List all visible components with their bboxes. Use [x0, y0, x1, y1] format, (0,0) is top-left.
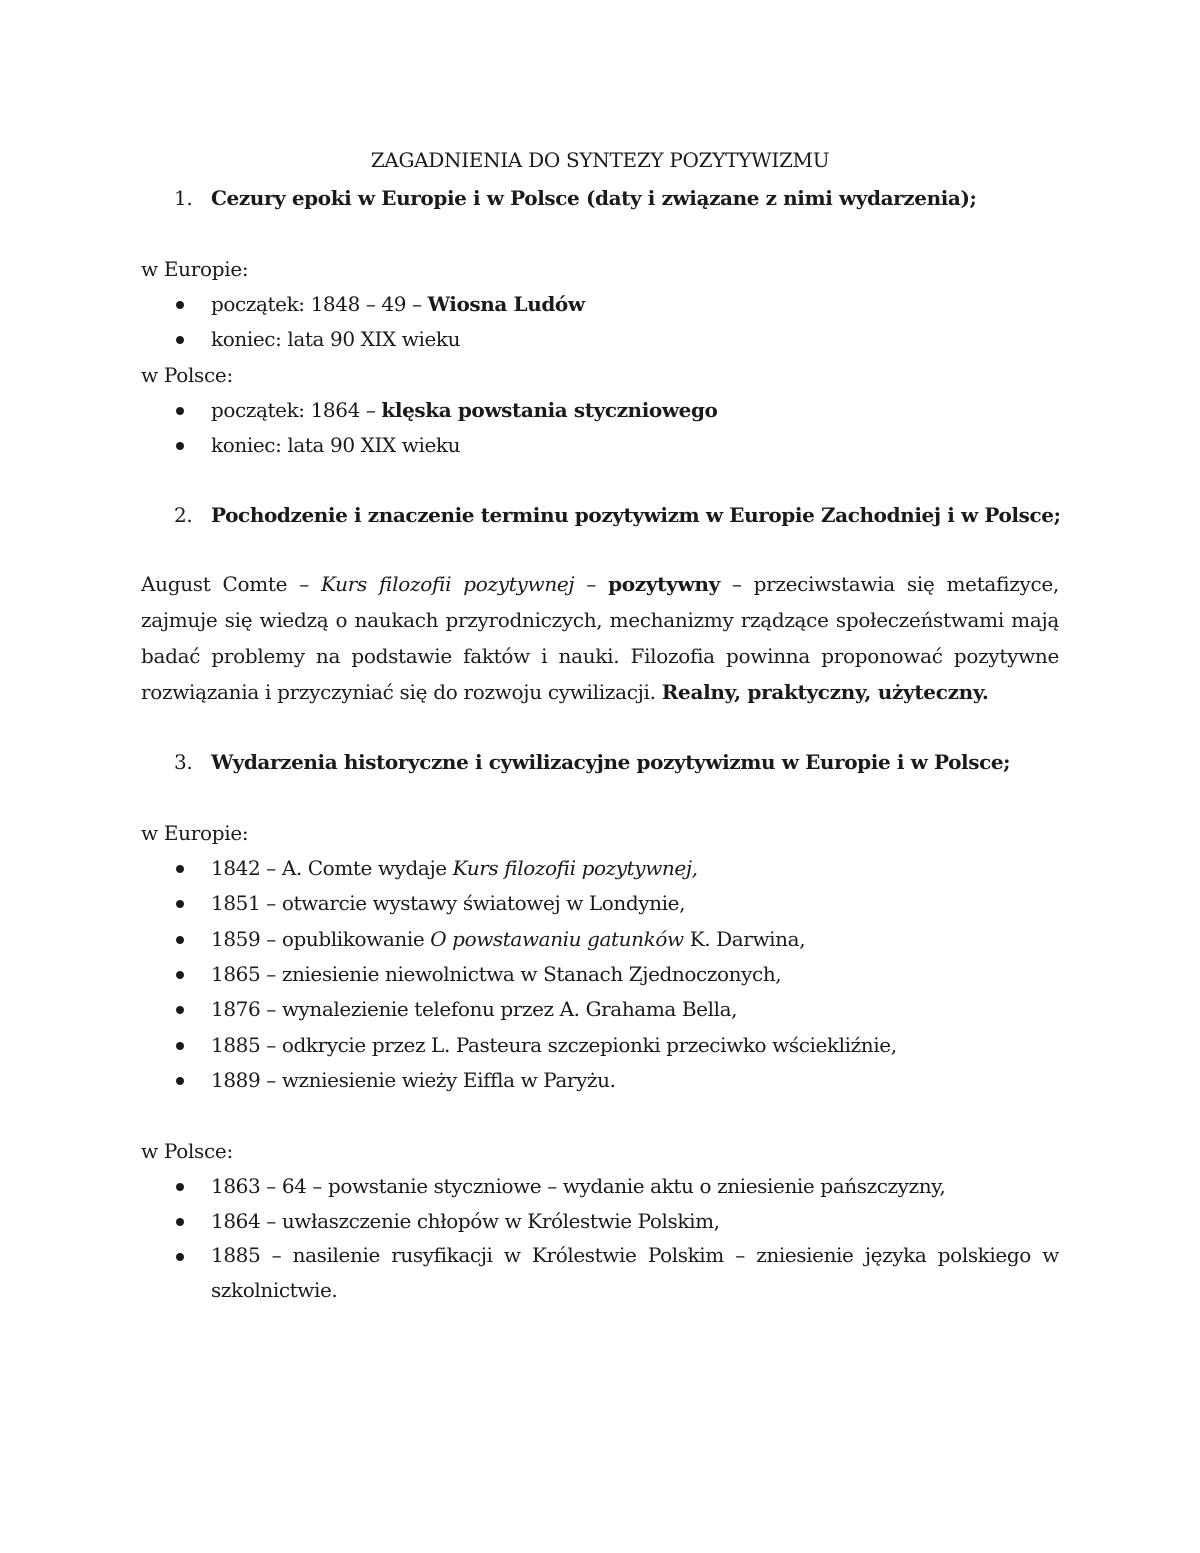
bullet-icon [176, 1077, 184, 1085]
section-title: Pochodzenie i znaczenie terminu pozytywizm w Europie Zachodniej i w Polsce; [211, 503, 1061, 527]
bullet-icon [176, 1183, 184, 1191]
bullet-icon [176, 1218, 184, 1226]
section-number: 3. [174, 750, 193, 774]
europe-label: w Europie: [141, 257, 249, 281]
bullet-icon [176, 1253, 184, 1261]
comte-paragraph: August Comte – Kurs filozofii pozytywnej – pozytywny – przeciwstawia się metafizyce, zajmuje się wiedzą o naukach przyrodniczych, mechanizmy rządzące społeczeństwami mają badać problemy na podstawie faktów i nauki. Filozofia powinna proponować pozytywne rozwiązania i przyczyniać się do rozwoju cywilizacji. Realny, praktyczny, użyteczny. [141, 572, 1059, 704]
document-title: ZAGADNIENIA DO SYNTEZY POZYTYWIZMU [370, 148, 830, 172]
section-number: 2. [174, 503, 193, 527]
section-title: Wydarzenia historyczne i cywilizacyjne pozytywizmu w Europie i w Polsce; [211, 750, 1011, 774]
bullet-icon [176, 301, 184, 309]
bullet-icon [176, 442, 184, 450]
bullet-icon [176, 336, 184, 344]
bullet-icon [176, 936, 184, 944]
bullet-icon [176, 865, 184, 873]
poland-label: w Polsce: [141, 1139, 233, 1163]
section-title: Cezury epoki w Europie i w Polsce (daty i związane z nimi wydarzenia); [211, 186, 977, 210]
bullet-icon [176, 407, 184, 415]
bullet-icon [176, 1042, 184, 1050]
section-number: 1. [174, 186, 193, 210]
bullet-icon [176, 1006, 184, 1014]
document-page: ZAGADNIENIA DO SYNTEZY POZYTYWIZMU 1. Cezury epoki w Europie i w Polsce (daty i związane z nimi wydarzenia); w Europie: początek: 1848 – 49 – Wiosna Ludów koniec: lata 90 XIX wieku w Polsce: początek: 1864 – klęska powstania styczniowego koniec: lata 90 XIX wieku 2. Pochodzenie i znaczenie terminu pozytywizm w Europie Zachodniej i w Polsce; August Comte – Kurs filozofii pozytywnej – pozytywny – przeciwstawia się metafizyce, zajmuje się wiedzą o naukach przyrodniczych, mechanizmy rządzące społeczeństwami mają badać problemy na podstawie faktów i nauki. Filozofia powinna proponować pozytywne rozwiązania i przyczyniać się do rozwoju cywilizacji. Realny, praktyczny, użyteczny. 3. Wydarzenia historyczne i cywilizacyjne pozytywizmu w Europie i w Polsce; w Europie: 1842 – A. Comte wydaje Kurs filozofii pozytywnej, 1851 – otwarcie wystawy światowej w Londynie, 1859 – opublikowanie O powstawaniu gatunków K. Darwina, 1865 – zniesienie niewolnictwa w Stanach Zjednoczonych, 1876 – wynalezienie telefonu przez A. Grahama Bella, 1885 – odkrycie przez L. Pasteura szczepionki przeciwko wściekliźnie, 1889 – wzniesienie wieży Eiffla w Paryżu. w Polsce: 1863 – 64 – powstanie styczniowe – wydanie aktu o zniesienie pańszczyzny, 1864 – uwłaszczenie chłopów w Królestwie Polskim, 1885 – nasilenie rusyfikacji w Królestwie Polskim – zniesienie języka polskiego w szkolnictwie. [141, 148, 1061, 1302]
europe-label: w Europie: [141, 821, 249, 845]
bullet-icon [176, 900, 184, 908]
bullet-icon [176, 971, 184, 979]
poland-label: w Polsce: [141, 363, 233, 387]
